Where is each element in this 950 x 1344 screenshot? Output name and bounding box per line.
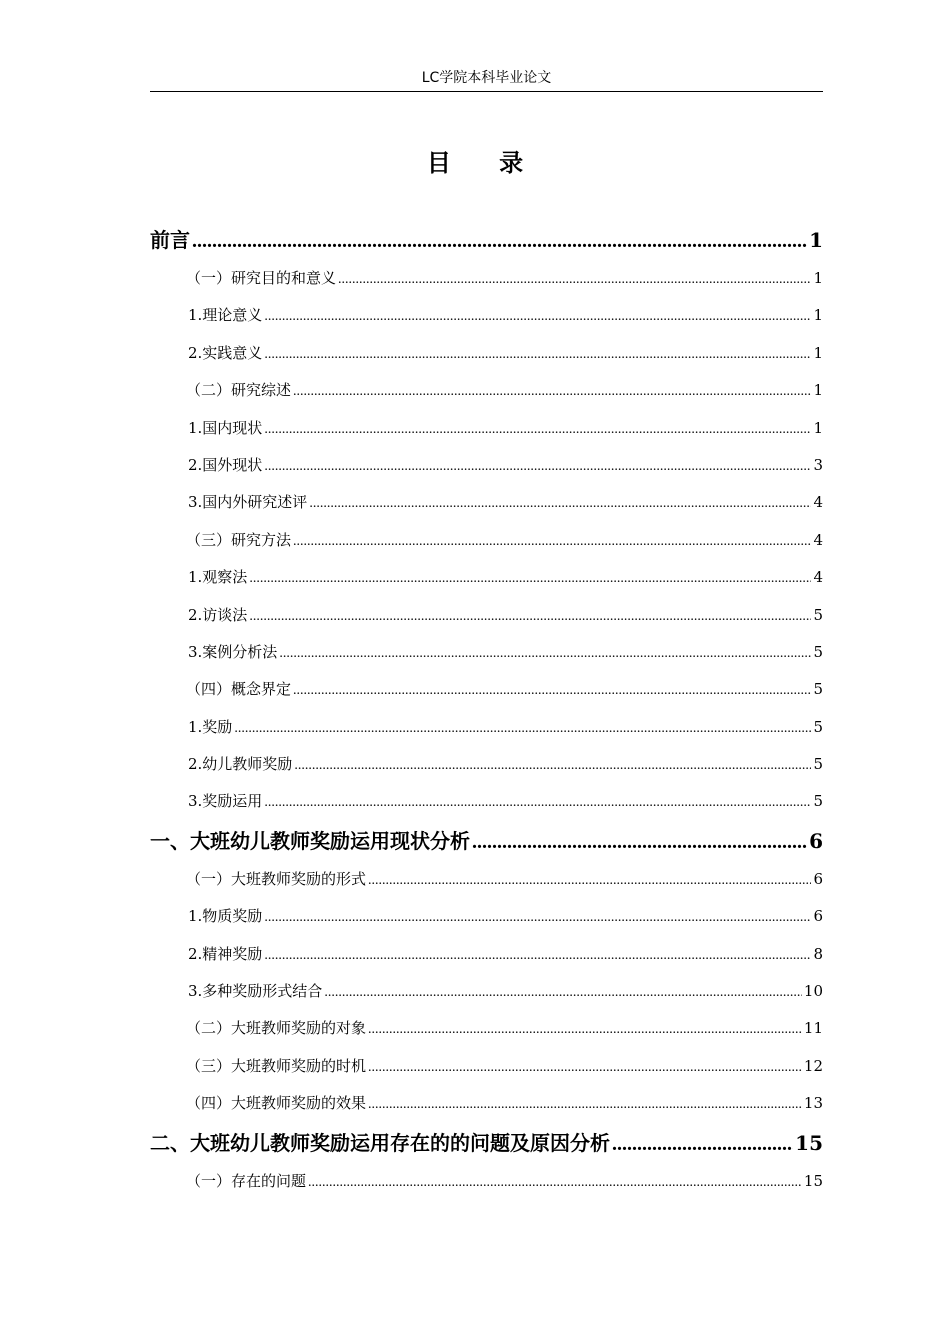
toc-leader-dots (264, 336, 811, 373)
toc-entry-page: 8 (813, 944, 823, 963)
toc-entry-label: 2.精神奖励 (188, 944, 263, 963)
toc-leader-dots (368, 1049, 802, 1086)
toc-leader-dots (293, 523, 811, 560)
toc-leader-dots (368, 1011, 802, 1048)
toc-entry[interactable] (150, 335, 823, 372)
toc-entry-page: 5 (813, 680, 823, 699)
toc-entry-page: 5 (813, 717, 823, 736)
toc-entry[interactable] (150, 522, 823, 559)
header-rule (150, 91, 823, 92)
toc-leader-dots (279, 635, 811, 672)
toc-entry-page: 1 (813, 381, 823, 400)
toc-entry[interactable] (150, 671, 823, 708)
toc-leader-dots (264, 448, 811, 485)
toc-entry[interactable] (150, 559, 823, 596)
toc-leader-dots (338, 261, 811, 298)
toc-entry[interactable] (150, 1048, 823, 1085)
toc-entry-page: 6 (813, 869, 823, 888)
toc-entry-label: （三）研究方法 (186, 530, 292, 549)
toc-title: 目 录 (426, 149, 544, 177)
toc-entry-label: （二）大班教师奖励的对象 (186, 1019, 367, 1038)
toc-entry-page: 11 (803, 1019, 823, 1038)
toc-leader-dots (249, 598, 811, 635)
toc-entry[interactable] (150, 597, 823, 634)
toc-entry-page: 10 (803, 982, 823, 1001)
toc-entry[interactable] (150, 484, 823, 521)
toc-leader-dots (293, 373, 811, 410)
toc-entry[interactable] (150, 260, 823, 297)
toc-entry[interactable] (150, 447, 823, 484)
toc-entry-page: 12 (803, 1056, 823, 1075)
toc-entry-label: （四）概念界定 (186, 680, 292, 699)
toc-entry-label: 1.国内现状 (188, 418, 263, 437)
toc-leader-dots (264, 784, 811, 821)
toc-entry[interactable] (150, 372, 823, 409)
toc-entry-label: 3.国内外研究述评 (188, 493, 308, 512)
toc-entry-page: 1 (813, 306, 823, 325)
toc-entry-label: 2.幼儿教师奖励 (188, 755, 293, 774)
toc-entry-label: 1.理论意义 (188, 306, 263, 325)
toc-entry[interactable] (150, 746, 823, 783)
toc-leader-dots (294, 747, 811, 784)
toc-entry-label: 2.实践意义 (188, 343, 263, 362)
toc-entry-page: 15 (795, 1130, 823, 1155)
toc-entry-label: 前言 (150, 228, 190, 252)
toc-entry-label: 2.访谈法 (188, 605, 248, 624)
toc-entry-label: 一、大班幼儿教师奖励运用现状分析 (150, 828, 470, 853)
toc-entry-label: （一）存在的问题 (186, 1171, 307, 1190)
toc-entry-page: 6 (809, 828, 823, 853)
toc-leader-dots (368, 862, 811, 899)
toc-entry[interactable] (150, 973, 823, 1010)
toc-leader-dots (192, 221, 807, 261)
toc-leader-dots (249, 560, 811, 597)
toc-entry-page: 15 (803, 1171, 823, 1190)
toc-leader-dots (309, 485, 811, 522)
toc-entry-page: 5 (813, 792, 823, 811)
toc-leader-dots (264, 937, 811, 974)
toc-entry-label: 1.物质奖励 (188, 907, 263, 926)
toc-entry-page: 13 (803, 1094, 823, 1113)
toc-entry-label: 二、大班幼儿教师奖励运用存在的的问题及原因分析 (150, 1130, 610, 1155)
toc-leader-dots (264, 899, 811, 936)
toc-entry-label: （二）研究综述 (186, 381, 292, 400)
toc-entry-page: 1 (809, 228, 823, 252)
toc-entry-page: 5 (813, 755, 823, 774)
toc-entry[interactable] (150, 936, 823, 973)
toc-entry-label: （三）大班教师奖励的时机 (186, 1056, 367, 1075)
toc-entry-preface[interactable] (150, 220, 823, 260)
toc-entry[interactable] (150, 1010, 823, 1047)
toc-entry-label: （一）大班教师奖励的形式 (186, 869, 367, 888)
toc-entry-page: 6 (813, 907, 823, 926)
toc-entry-page: 4 (813, 568, 823, 587)
toc-entry[interactable] (150, 898, 823, 935)
toc-entry-page: 4 (813, 530, 823, 549)
toc-entry-page: 4 (813, 493, 823, 512)
toc-entry-chapter-1[interactable] (150, 821, 823, 861)
toc-entry-page: 1 (813, 343, 823, 362)
toc-entry-label: 1.观察法 (188, 568, 248, 587)
toc-entry[interactable] (150, 634, 823, 671)
toc-leader-dots (234, 710, 811, 747)
toc-leader-dots (264, 298, 811, 335)
toc-entry-page: 5 (813, 642, 823, 661)
toc-entry-page: 5 (813, 605, 823, 624)
toc-entry[interactable] (150, 1085, 823, 1122)
toc-entry-label: （一）研究目的和意义 (186, 269, 337, 287)
toc-entry[interactable] (150, 709, 823, 746)
toc-leader-dots (368, 1086, 802, 1123)
toc-entry-label: 1.奖励 (188, 717, 233, 736)
toc-leader-dots (293, 672, 811, 709)
table-of-contents (150, 220, 823, 1200)
toc-leader-dots (308, 1164, 802, 1201)
toc-leader-dots (472, 822, 807, 862)
toc-leader-dots (324, 974, 802, 1011)
toc-entry-label: 3.奖励运用 (188, 792, 263, 811)
toc-entry-page: 1 (813, 418, 823, 437)
toc-entry-page: 3 (813, 455, 823, 474)
toc-entry-label: （四）大班教师奖励的效果 (186, 1094, 367, 1113)
toc-entry[interactable] (150, 783, 823, 820)
toc-entry-label: 2.国外现状 (188, 455, 263, 474)
page-header: LC学院本科毕业论文 (421, 70, 552, 86)
toc-entry-label: 3.案例分析法 (188, 642, 278, 661)
toc-entry[interactable] (150, 297, 823, 334)
toc-entry[interactable] (150, 861, 823, 898)
toc-entry[interactable] (150, 1163, 823, 1200)
toc-leader-dots (612, 1124, 793, 1164)
toc-entry[interactable] (150, 410, 823, 447)
toc-entry-chapter-2[interactable] (150, 1123, 823, 1163)
toc-entry-label: 3.多种奖励形式结合 (188, 982, 323, 1001)
toc-leader-dots (264, 411, 811, 448)
toc-entry-page: 1 (813, 269, 823, 287)
